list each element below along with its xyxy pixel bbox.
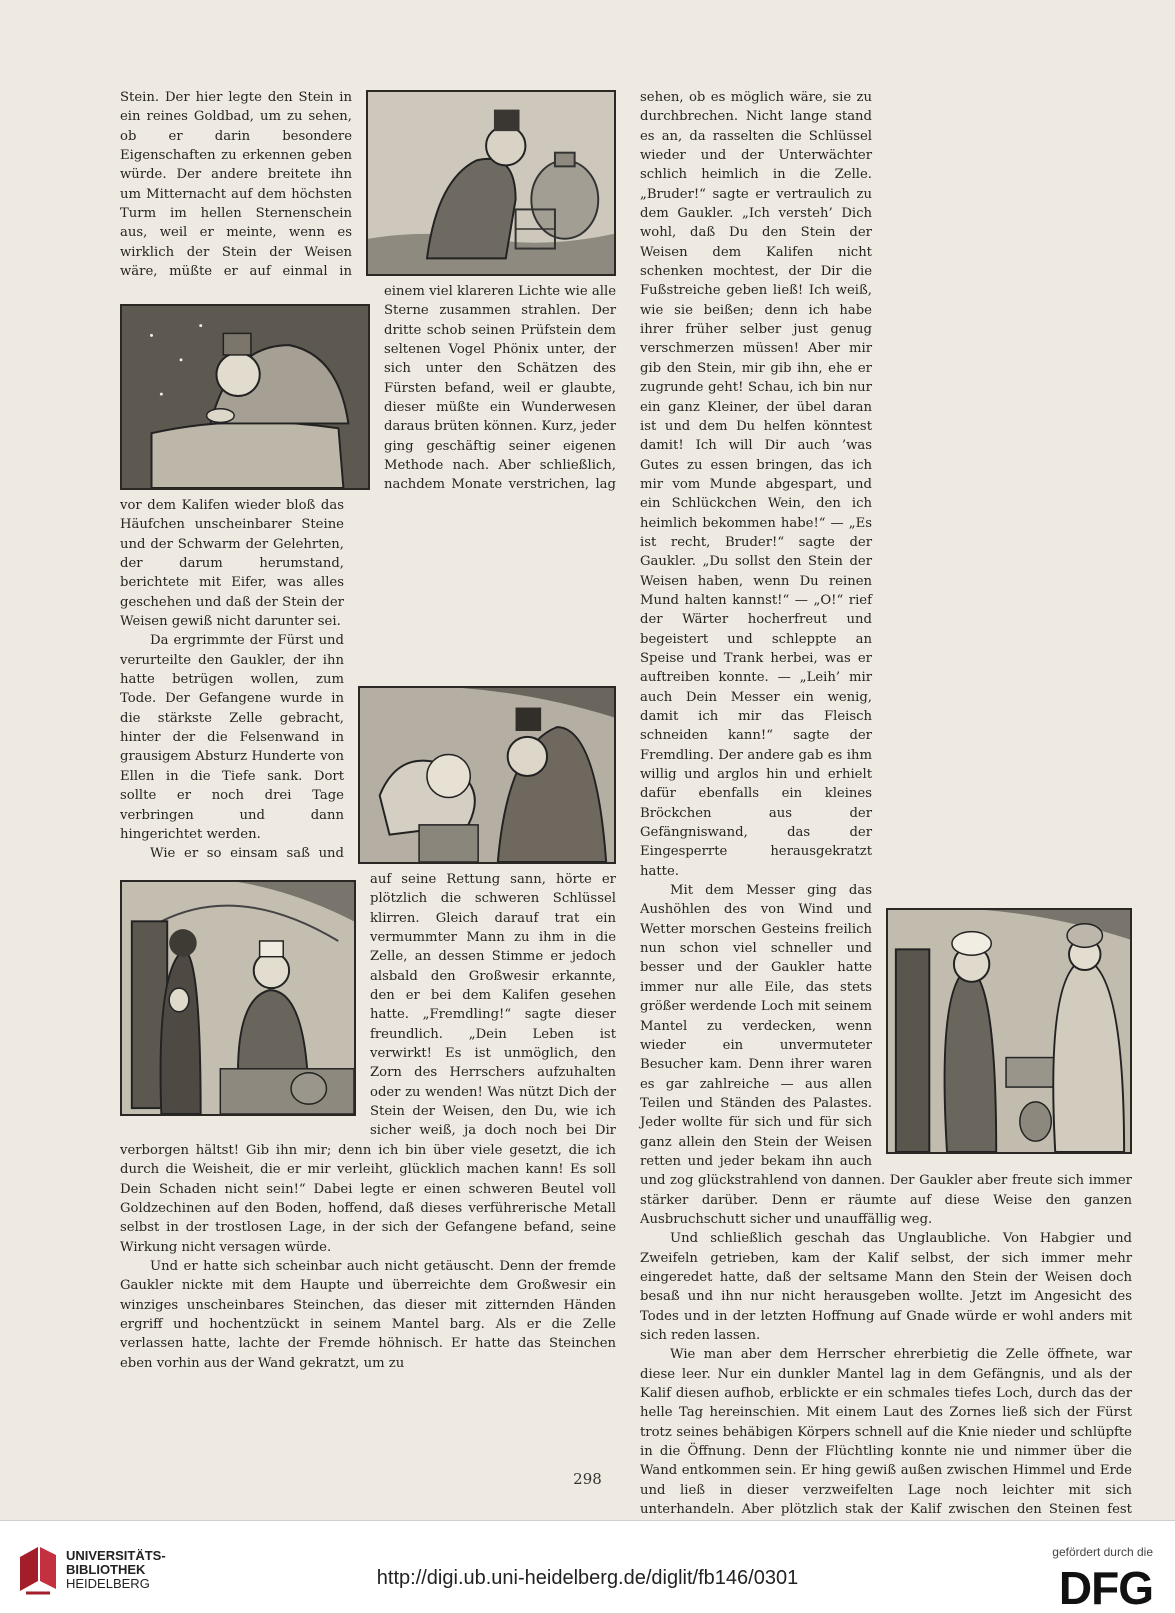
logo-line-3: HEIDELBERG xyxy=(66,1576,150,1591)
left-paragraph-1: Stein. Der hier legte den Stein in ein reines Goldbad, um zu sehen, ob er darin besondere Eigenschaften zu erkennen geben würde. Der andere breitete ihn um Mitternacht auf dem höchsten Turm im hellen Sternenschein aus, weil er meinte, wenn es wirklich der Stein der Weisen wäre, müßte er auf einmal in einem viel klareren Lichte wie alle Sterne zusammen strahlen. Der dritte schob seinen Prüfstein dem seltenen Vogel Phönix unter, der sich unter den Schätzen des Fürsten befand, weil er glaubte, dieser müßte ein Wunderwesen daraus brüten können. Kurz, jeder ging geschäftig seiner eigenen Methode nach. Aber schließlich, nachdem Monate verstrichen, lag vor dem Kalifen wieder bloß das Häufchen unscheinbarer Steine und der Schwarm der Gelehrten, der darum herumstand, berichtete mit Eifer, was alles geschehen und daß der Stein der Weisen gewiß nicht darunter sei. xyxy=(120,90,616,630)
left-paragraph-4: Und er hatte sich scheinbar auch nicht getäuscht. Denn der fremde Gaukler nickte mit dem Haupte und überreichte dem Großwesir ein winziges unscheinbares Steinchen, das dieser mit zitternden Händen ergriff und hochentzückt in seinem Mantel barg. Als er die Zelle verlassen hatte, lachte der Fremde höhnisch. Er hatte das Steinchen eben vorhin aus der Wand gekratzt, um zu xyxy=(120,1258,616,1371)
page-number: 298 xyxy=(573,1470,602,1488)
illustration-prisoner xyxy=(120,880,356,1116)
phoenix-drawing xyxy=(360,688,614,862)
right-column xyxy=(640,88,1132,1518)
illustration-phoenix xyxy=(358,686,616,864)
right-paragraph-2: Mit dem Messer ging das Aushöhlen des von Wind und Wetter morschen Gesteins freilich nun schon viel schneller und besser und der Gaukler hatte immer nur alle Eile, das stets größer werdende Loch mit seinem Mantel zu verdecken, wenn wieder ein unvermuteter Besucher kam. Denn ihrer waren es gar zahlreiche — aus allen Teilen und Ständen des Palastes. Jeder wollte für sich und für sich ganz allein den Stein der Weisen retten und jeder bekam ihn auch und zog glückstrahlend von dannen. Der Gaukler aber freute sich immer stärker darüber. Denn er räumte auf diese Weise den ganzen Ausbruchschutt sicher und unauffällig weg. xyxy=(640,883,1132,1227)
viewer-footer xyxy=(0,1520,1175,1613)
right-paragraph-3: Und schließlich geschah das Unglaubliche. Von Habgier und Zweifeln getrieben, kam der Kalif selbst, der sich immer mehr eingeredet hatte, daß der seltsame Mann den Stein der Weisen doch besaß und ihn nur nicht herausgeben wollte. Jetzt im Angesicht des Todes und in der letzten Hoffnung auf Gnade würde er wohl anders mit sich reden lassen. xyxy=(640,1231,1132,1343)
prisoner-drawing xyxy=(122,882,354,1114)
illustration-alchemist xyxy=(366,90,616,276)
left-column xyxy=(120,88,616,1408)
caliph-drawing xyxy=(888,910,1130,1152)
logo-line-2: BIBLIOTHEK xyxy=(66,1562,146,1577)
permalink-url[interactable]: http://digi.ub.uni-heidelberg.de/diglit/fb146/0301 xyxy=(376,1567,799,1589)
left-paragraph-3: Wie er so einsam saß und auf seine Rettung sann, hörte er plötzlich die schweren Schlüssel klirren. Gleich darauf trat ein vermummter Mann zu ihm in die Zelle, an dessen Stimme er jedoch alsbald den Großwesir erkannte, den er bei dem Kalifen gesehen hatte. „Fremdling!“ sagte dieser freundlich. „Dein Leben ist verwirkt! Es ist unmöglich, den Zorn des Herrschers aufzuhalten oder zu wenden! Was nützt Dich der Stein der Weisen, den Du, wie ich sicher weiß, ja doch noch bei Dir verborgen hältst! Gib ihn mir; denn ich bin über viele gesetzt, die ich durch die Weisheit, die er mir verleiht, glücklich machen kann! Es soll Dein Schaden nicht sein!“ Dabei legte er einen schweren Beutel voll Goldzechinen auf den Boden, hoffend, daß dieses verführerische Metall selbst in der trostlosen Lage, in der sich der Gefangene befand, seine Wirkung nicht versagen würde. xyxy=(120,846,616,1255)
logo-line-1: UNIVERSITÄTS- xyxy=(66,1548,166,1563)
illustration-caliph xyxy=(886,908,1132,1154)
sponsor-label: gefördert durch die xyxy=(1052,1545,1153,1559)
left-paragraph-2: Da ergrimmte der Fürst und verurteilte den Gaukler, der ihn hatte betrügen wollen, zum Tode. Der Gefangene wurde in die stärkste Zelle gebracht, hinter der die Felsenwand in grausigem Absturz Hunderte von Ellen in die Tiefe sank. Dort sollte er noch drei Tage verbringen und dann hingerichtet werden. xyxy=(120,633,344,842)
stone-drawing xyxy=(122,306,368,488)
alchemist-drawing xyxy=(368,92,614,274)
right-paragraph-4: Wie man aber dem Herrscher ehrerbietig die Zelle öffnete, war diese leer. Nur ein dunkler Mantel lag in dem Gefängnis, und als der Kalif diesen aufhob, erblickte er ein schmales tiefes Loch, durch das der helle Tag hereinschien. Mit einem Laut des Zornes ließ sich der Fürst trotz seines behäbigen Körpers schnell auf die Knie nieder und schlüpfte in die Öffnung. Denn der Flüchtling konnte nie und nimmer über die Wand entkommen sein. Er hing gewiß außen zwischen Himmel und Erde und ließ in dieser verzweifelten Lage noch leichter mit sich unterhandeln. Aber plötzlich stak der Kalif zwischen den Steinen fest xyxy=(640,1347,1132,1518)
illustration-stone xyxy=(120,304,370,490)
right-paragraph-1: sehen, ob es möglich wäre, sie zu durchbrechen. Nicht lange stand es an, da rasselten die Schlüssel wieder und der Unterwächter schlich heimlich in die Zelle. „Bruder!“ sagte er vertraulich zu dem Gaukler. „Ich versteh’ Dich wohl, daß Du den Stein der Weisen dem Kalifen nicht schenken mochtest, der Dir die Fußstreiche geben ließ! Ich weiß, wie sie beißen; denn ich habe ihrer früher selber just genug verschmerzen müssen! Aber mir gib den Stein, mir gib ihn, ehe er zugrunde geht! Schau, ich bin nur ein ganz Kleiner, der übel daran ist und dem Du helfen könntest damit! Ich will Dir auch ’was Gutes zu essen bringen, das ich mir vom Munde abgespart, und ein Schlückchen Wein, den ich heimlich bekommen habe!“ — „Es ist recht, Bruder!“ sagte der Gaukler. „Du sollst den Stein der Weisen haben, wenn Du reinen Mund halten kannst!“ — „O!“ rief der Wärter hocherfreut und begeistert und schleppte an Speise und Trank herbei, was er auftreiben konnte. — „Leih’ mir auch Dein Messer ein wenig, damit ich mir das Fleisch schneiden kann!“ sagte der Fremdling. Der andere gab es ihm willig und arglos hin und erhielt dafür ebenfalls ein kleines Bröckchen aus der Gefängniswand, das der Eingesperrte herausgekratzt hatte. xyxy=(640,90,872,879)
dfg-logo[interactable]: DFG xyxy=(1058,1562,1153,1614)
